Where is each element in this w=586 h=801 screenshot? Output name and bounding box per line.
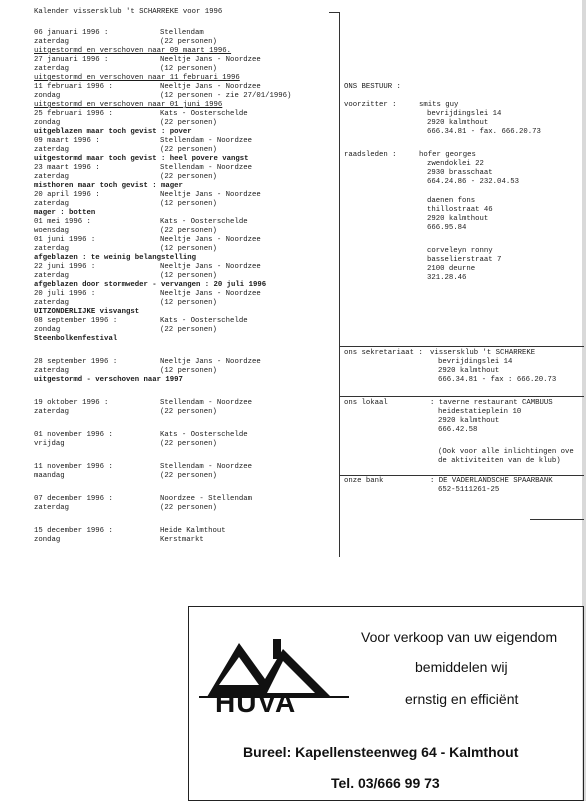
calendar-row — [34, 358, 334, 367]
ad-address: Bureel: Kapellensteenweg 64 - Kalmthout — [243, 744, 519, 760]
calendar-date: 23 maart 1996 : — [34, 164, 100, 172]
raadslid-block — [419, 151, 519, 187]
calendar-spacer — [34, 344, 334, 358]
calendar-row — [34, 272, 334, 281]
calendar-date: 01 november 1996 : — [34, 431, 113, 439]
calendar-row — [34, 65, 334, 74]
raadslid-line: corveleyn ronny — [427, 247, 493, 255]
calendar-spacer — [34, 385, 334, 399]
calendar-detail: Heide Kalmthout — [160, 527, 226, 535]
calendar-date: 01 juni 1996 : — [34, 236, 96, 244]
calendar-note: mager : botten — [34, 209, 96, 217]
calendar-row — [34, 110, 334, 119]
calendar-detail: Neeltje Jans - Noordzee — [160, 290, 261, 298]
calendar-detail: Kats - Oosterschelde — [160, 110, 248, 118]
calendar-date: 25 februari 1996 : — [34, 110, 113, 118]
calendar-date: 19 oktober 1996 : — [34, 399, 109, 407]
bestuur-heading: ONS BESTUUR : — [344, 83, 401, 91]
calendar-row — [34, 218, 334, 227]
calendar-note: Steenbolkenfestival — [34, 335, 118, 343]
calendar-list — [34, 29, 334, 545]
calendar-row — [34, 236, 334, 245]
bank-label: onze bank — [344, 477, 384, 485]
raadslid-line: basselierstraat 7 — [427, 256, 502, 264]
calendar-date: 06 januari 1996 : — [34, 29, 109, 37]
calendar-detail: Neeltje Jans - Noordzee — [160, 83, 261, 91]
calendar-row — [34, 227, 334, 236]
lokaal-line: 2920 kalmthout — [438, 417, 500, 425]
calendar-date: 08 september 1996 : — [34, 317, 118, 325]
separator-line — [530, 519, 584, 520]
calendar-row — [34, 326, 334, 335]
calendar-row — [34, 367, 334, 376]
calendar-note: uitgestormd en verschoven naar 09 maart 1996. — [34, 47, 232, 55]
calendar-date: zaterdag — [34, 146, 70, 154]
calendar-note: afgeblazen : te weinig belangstelling — [34, 254, 197, 262]
calendar-date: 20 april 1996 : — [34, 191, 100, 199]
lokaal-block — [430, 399, 553, 435]
calendar-date: zaterdag — [34, 408, 70, 416]
secretariaat-label: ons sekretariaat : — [344, 349, 423, 357]
logo-text: HUVA — [215, 687, 297, 718]
calendar-detail: Stellendam - Noordzee — [160, 399, 252, 407]
voorzitter-line: smits guy — [419, 101, 459, 109]
raadslid-block — [427, 247, 501, 283]
calendar-row — [34, 29, 334, 38]
raadslid-line: 666.95.84 — [427, 224, 467, 232]
divider-tick — [329, 12, 339, 13]
raadslid-line: thillostraat 46 — [427, 206, 493, 214]
ad-line-2: bemiddelen wij — [415, 659, 508, 675]
raadslid-line: hofer georges — [419, 151, 476, 159]
calendar-date: 27 januari 1996 : — [34, 56, 109, 64]
calendar-detail: (12 personen) — [160, 367, 217, 375]
calendar-row — [34, 472, 334, 481]
calendar-row — [34, 495, 334, 504]
calendar-date: woensdag — [34, 227, 70, 235]
calendar-spacer — [34, 481, 334, 495]
bank-line: : DE VADERLANDSCHE SPAARBANK — [430, 477, 553, 485]
calendar-detail: Neeltje Jans - Noordzee — [160, 358, 261, 366]
calendar-date: 11 februari 1996 : — [34, 83, 113, 91]
calendar-detail: (22 personen) — [160, 440, 217, 448]
calendar-date: zaterdag — [34, 200, 70, 208]
advertisement-box — [188, 606, 584, 801]
calendar-row — [34, 92, 334, 101]
calendar-row — [34, 440, 334, 449]
lokaal-line: 666.42.58 — [438, 426, 478, 434]
separator-line — [340, 396, 584, 397]
raadslid-line: daenen fons — [427, 197, 476, 205]
calendar-date: maandag — [34, 472, 65, 480]
calendar-detail: (22 personen) — [160, 146, 217, 154]
calendar-date: zondag — [34, 92, 61, 100]
calendar-row — [34, 431, 334, 440]
calendar-detail: (22 personen) — [160, 408, 217, 416]
calendar-note: misthoren maar toch gevist : mager — [34, 182, 183, 190]
calendar-date: zaterdag — [34, 367, 70, 375]
raadslid-line: 2920 kalmthout — [427, 215, 489, 223]
calendar-detail: Neeltje Jans - Noordzee — [160, 56, 261, 64]
ad-line-3: ernstig en efficiënt — [405, 691, 519, 707]
calendar-row — [34, 299, 334, 308]
calendar-detail: Kats - Oosterschelde — [160, 317, 248, 325]
calendar-row — [34, 164, 334, 173]
raadslid-line: zwendoklei 22 — [427, 160, 484, 168]
calendar-detail: Stellendam - Noordzee — [160, 137, 252, 145]
calendar-row — [34, 527, 334, 536]
calendar-spacer — [34, 513, 334, 527]
page-title: Kalender vissersklub 't SCHARREKE voor 1996 — [34, 8, 223, 16]
calendar-row — [34, 317, 334, 326]
separator-line — [340, 346, 584, 347]
ad-phone: Tel. 03/666 99 73 — [331, 775, 440, 791]
voorzitter-line: 666.34.81 - fax. 666.20.73 — [427, 128, 541, 136]
calendar-detail: (22 personen) — [160, 472, 217, 480]
calendar-date: zaterdag — [34, 245, 70, 253]
calendar-row — [34, 173, 334, 182]
voorzitter-block — [419, 101, 541, 137]
calendar-date: 09 maart 1996 : — [34, 137, 100, 145]
calendar-row — [34, 463, 334, 472]
calendar-note: afgeblazen door stormweder - vervangen : 20 juli 1996 — [34, 281, 267, 289]
voorzitter-line: 2920 kalmthout — [427, 119, 489, 127]
separator-line — [340, 475, 584, 476]
bank-block — [430, 477, 553, 495]
calendar-detail: Stellendam - Noordzee — [160, 463, 252, 471]
calendar-date: zaterdag — [34, 173, 70, 181]
calendar-detail: (12 personen - zie 27/01/1996) — [160, 92, 292, 100]
lokaal-note-line: de aktiviteiten van de klub) — [438, 457, 561, 465]
calendar-row — [34, 119, 334, 128]
calendar-detail: Kats - Oosterschelde — [160, 431, 248, 439]
raadslid-block — [427, 197, 493, 233]
calendar-detail: Noordzee - Stellendam — [160, 495, 252, 503]
calendar-detail: Kerstmarkt — [160, 536, 204, 544]
calendar-date: zaterdag — [34, 65, 70, 73]
calendar-row — [34, 83, 334, 92]
lokaal-line: heidestatieplein 10 — [438, 408, 522, 416]
raadsleden-label: raadsleden : — [344, 151, 397, 159]
calendar-date: 15 december 1996 : — [34, 527, 113, 535]
calendar-date: zaterdag — [34, 38, 70, 46]
calendar-note: UITZONDERLIJKE visvangst — [34, 308, 140, 316]
calendar-detail: Stellendam - Noordzee — [160, 164, 252, 172]
calendar-row — [34, 536, 334, 545]
calendar-detail: (22 personen) — [160, 173, 217, 181]
calendar-row — [34, 263, 334, 272]
raadslid-line: 2930 brasschaat — [427, 169, 493, 177]
calendar-note: uitgestormd maar toch gevist : heel povere vangst — [34, 155, 249, 163]
calendar-date: zondag — [34, 326, 61, 334]
calendar-detail: (22 personen) — [160, 504, 217, 512]
calendar-row — [34, 408, 334, 417]
calendar-detail: (22 personen) — [160, 227, 217, 235]
calendar-date: 28 september 1996 : — [34, 358, 118, 366]
calendar-note: uitgeblazen maar toch gevist : pover — [34, 128, 192, 136]
calendar-detail: Neeltje Jans - Noordzee — [160, 191, 261, 199]
calendar-date: 01 mei 1996 : — [34, 218, 91, 226]
calendar-date: zondag — [34, 119, 61, 127]
raadslid-line: 664.24.86 - 232.04.53 — [427, 178, 519, 186]
voorzitter-label: voorzitter : — [344, 101, 397, 109]
calendar-row — [34, 191, 334, 200]
calendar-row — [34, 504, 334, 513]
calendar-detail: (12 personen) — [160, 245, 217, 253]
calendar-row — [34, 38, 334, 47]
calendar-date: vrijdag — [34, 440, 65, 448]
calendar-date: zaterdag — [34, 504, 70, 512]
voorzitter-line: bevrijdingslei 14 — [427, 110, 502, 118]
secretariaat-line: vissersklub 't SCHARREKE — [430, 349, 536, 357]
calendar-row — [34, 245, 334, 254]
calendar-detail: (12 personen) — [160, 65, 217, 73]
calendar-detail: Neeltje Jans - Noordzee — [160, 263, 261, 271]
calendar-spacer — [34, 449, 334, 463]
calendar-date: 11 november 1996 : — [34, 463, 113, 471]
calendar-spacer — [34, 417, 334, 431]
calendar-detail: Stellendam — [160, 29, 204, 37]
lokaal-note-line: (Ook voor alle inlichtingen ove — [438, 448, 574, 456]
calendar-date: 22 juni 1996 : — [34, 263, 96, 271]
calendar-date: zondag — [34, 536, 61, 544]
calendar-date: 20 juli 1996 : — [34, 290, 96, 298]
secretariaat-block — [430, 349, 556, 385]
calendar-detail: Neeltje Jans - Noordzee — [160, 236, 261, 244]
calendar-row — [34, 290, 334, 299]
ad-line-1: Voor verkoop van uw eigendom — [361, 629, 558, 645]
calendar-date: zaterdag — [34, 299, 70, 307]
calendar-detail: (12 personen) — [160, 299, 217, 307]
calendar-note: uitgestormd en verschoven naar 11 februari 1996 — [34, 74, 240, 82]
secretariaat-line: 2920 kalmthout — [438, 367, 500, 375]
lokaal-note — [438, 448, 574, 466]
calendar-row — [34, 399, 334, 408]
calendar-detail: (12 personen) — [160, 272, 217, 280]
calendar-date: zaterdag — [34, 272, 70, 280]
calendar-detail: (22 personen) — [160, 119, 217, 127]
calendar-date: 07 december 1996 : — [34, 495, 113, 503]
calendar-detail: Kats - Oosterschelde — [160, 218, 248, 226]
calendar-detail: (22 personen) — [160, 38, 217, 46]
raadslid-line: 321.28.46 — [427, 274, 467, 282]
secretariaat-line: 666.34.81 - fax : 666.20.73 — [438, 376, 557, 384]
calendar-detail: (22 personen) — [160, 326, 217, 334]
calendar-row — [34, 56, 334, 65]
raadslid-line: 2100 deurne — [427, 265, 476, 273]
calendar-detail: (12 personen) — [160, 200, 217, 208]
calendar-row — [34, 146, 334, 155]
secretariaat-line: bevrijdingslei 14 — [438, 358, 513, 366]
calendar-note: uitgestormd - verschoven naar 1997 — [34, 376, 183, 384]
calendar-note: uitgestormd en verschoven naar 01 juni 1996 — [34, 101, 223, 109]
lokaal-label: ons lokaal — [344, 399, 388, 407]
bank-line: 652-5111261-25 — [438, 486, 500, 494]
calendar-row — [34, 137, 334, 146]
lokaal-line: : taverne restaurant CAMBUUS — [430, 399, 553, 407]
calendar-row — [34, 200, 334, 209]
